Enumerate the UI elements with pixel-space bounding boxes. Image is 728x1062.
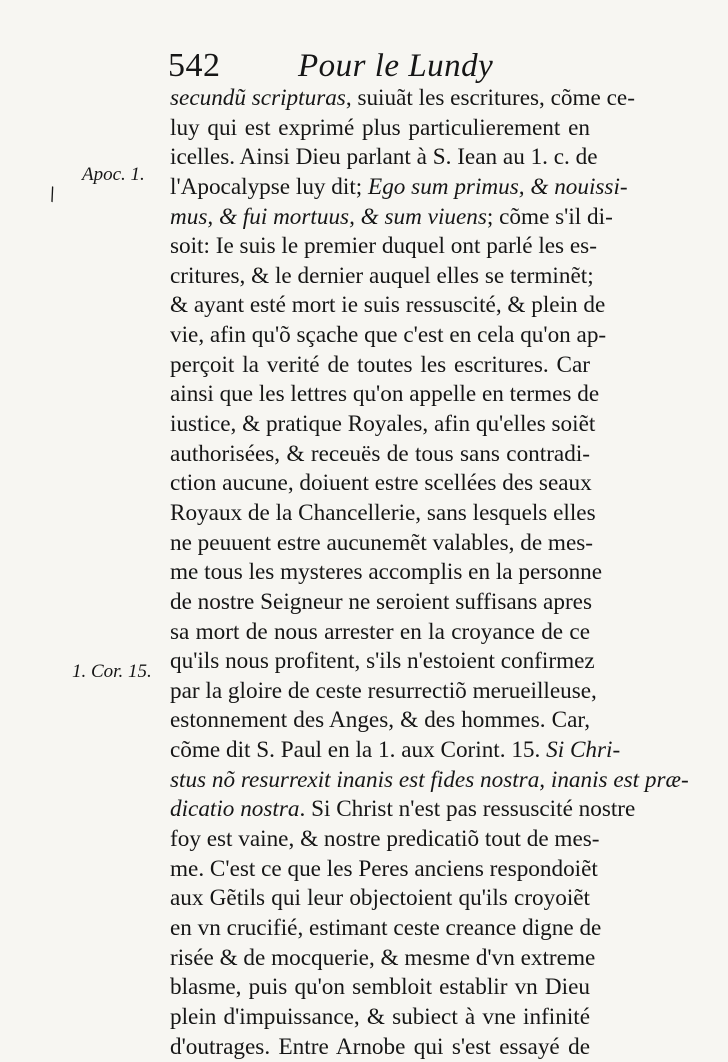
text-segment: estonnement des Anges, & des hommes. Car, — [170, 707, 590, 733]
text-segment: ainsi que les lettres qu'on appelle en termes de — [170, 381, 599, 407]
text-line — [170, 706, 590, 736]
latin-quote: Si Chri- — [546, 737, 620, 763]
text-segment: par la gloire de ceste resurrectiõ merueilleuse, — [170, 678, 597, 704]
text-line — [170, 499, 590, 529]
text-segment: Royaux de la Chancellerie, sans lesquels elles — [170, 500, 596, 526]
text-line — [170, 232, 590, 262]
page-header — [160, 46, 600, 86]
text-segment: risée & de mocquerie, & mesme d'vn extreme — [170, 945, 595, 971]
margin-mark: \ — [46, 186, 58, 205]
text-segment: en vn crucifié, estimant ceste creance digne de — [170, 915, 601, 941]
page-number: 542 — [168, 46, 221, 86]
text-line — [170, 410, 590, 440]
text-line — [170, 114, 590, 144]
text-line — [170, 143, 590, 173]
text-line — [170, 914, 590, 944]
text-line — [170, 1003, 590, 1033]
text-segment: icelles. Ainsi Dieu parlant à S. Iean au 1. c. de — [170, 144, 598, 170]
margin-note-corinthians: 1. Cor. 15. — [72, 660, 152, 684]
latin-quote: mus, & fui mortuus, & sum viuens — [170, 204, 487, 230]
text-line — [170, 440, 590, 470]
text-line — [170, 291, 590, 321]
text-line — [170, 1033, 590, 1062]
text-line — [170, 855, 590, 885]
text-segment: d'outrages. Entre Arnobe qui s'est essayé de — [170, 1034, 590, 1060]
text-line — [170, 973, 590, 1003]
text-line — [170, 173, 590, 203]
text-line — [170, 469, 590, 499]
latin-quote: dicatio nostra — [170, 796, 299, 822]
text-segment: l'Apocalypse luy dit; — [170, 174, 368, 200]
text-line — [170, 944, 590, 974]
margin-note-apocalypse: Apoc. 1. — [82, 163, 145, 187]
text-segment: ction aucune, doiuent estre scellées des seaux — [170, 470, 592, 496]
text-line — [170, 647, 590, 677]
text-line — [170, 588, 590, 618]
text-segment: ; cõme s'il di- — [487, 204, 613, 230]
text-line — [170, 321, 590, 351]
text-line — [170, 84, 590, 114]
latin-quote: stus nõ resurrexit inanis est fides nostra, inanis est præ- — [170, 767, 689, 793]
text-line — [170, 795, 590, 825]
text-segment: & ayant esté mort ie suis ressuscité, & plein de — [170, 292, 605, 318]
text-segment: aux Gẽtils qui leur objectoient qu'ils croyoiẽt — [170, 885, 590, 911]
text-line — [170, 203, 590, 233]
text-line — [170, 736, 590, 766]
text-line — [170, 262, 590, 292]
text-segment: qu'ils nous profitent, s'ils n'estoient confirmez — [170, 648, 595, 674]
latin-quote: Ego sum primus, & nouissi- — [368, 174, 628, 200]
text-line — [170, 380, 590, 410]
text-segment: plein d'impuissance, & subiect à vne infinité — [170, 1004, 590, 1030]
text-line — [170, 529, 590, 559]
text-segment: blasme, puis qu'on sembloit establir vn Dieu — [170, 974, 590, 1000]
text-line — [170, 766, 590, 796]
text-segment: me. C'est ce que les Peres anciens respondoiẽt — [170, 856, 598, 882]
body-text — [170, 84, 590, 1062]
text-segment: de nostre Seigneur ne seroient suffisans apres — [170, 589, 592, 615]
running-head: Pour le Lundy — [298, 46, 493, 86]
text-line — [170, 825, 590, 855]
text-segment: sa mort de nous arrester en la croyance de ce — [170, 619, 590, 645]
text-segment: . Si Christ n'est pas ressuscité nostre — [299, 796, 635, 822]
text-segment: iustice, & pratique Royales, afin qu'elles soiẽt — [170, 411, 595, 437]
text-segment: authorisées, & receuës de tous sans contradi- — [170, 441, 590, 467]
text-line — [170, 884, 590, 914]
text-segment: cõme dit S. Paul en la 1. aux Corint. 15. — [170, 737, 546, 763]
text-line — [170, 618, 590, 648]
text-segment: , suiuãt les escritures, cõme ce- — [346, 85, 635, 111]
latin-quote: secundũ scripturas — [170, 85, 346, 111]
text-segment: soit: Ie suis le premier duquel ont parlé les es- — [170, 233, 597, 259]
text-segment: vie, afin qu'õ sçache que c'est en cela qu'on ap- — [170, 322, 606, 348]
text-segment: foy est vaine, & nostre predicatiõ tout de mes- — [170, 826, 600, 852]
text-line — [170, 677, 590, 707]
text-line — [170, 351, 590, 381]
text-segment: critures, & le dernier auquel elles se terminẽt; — [170, 263, 594, 289]
text-line — [170, 558, 590, 588]
text-segment: luy qui est exprimé plus particulierement en — [170, 115, 590, 141]
text-segment: ne peuuent estre aucunemẽt valables, de mes- — [170, 530, 593, 556]
text-segment: perçoit la verité de toutes les escritures. Car — [170, 352, 590, 378]
text-segment: me tous les mysteres accomplis en la personne — [170, 559, 602, 585]
